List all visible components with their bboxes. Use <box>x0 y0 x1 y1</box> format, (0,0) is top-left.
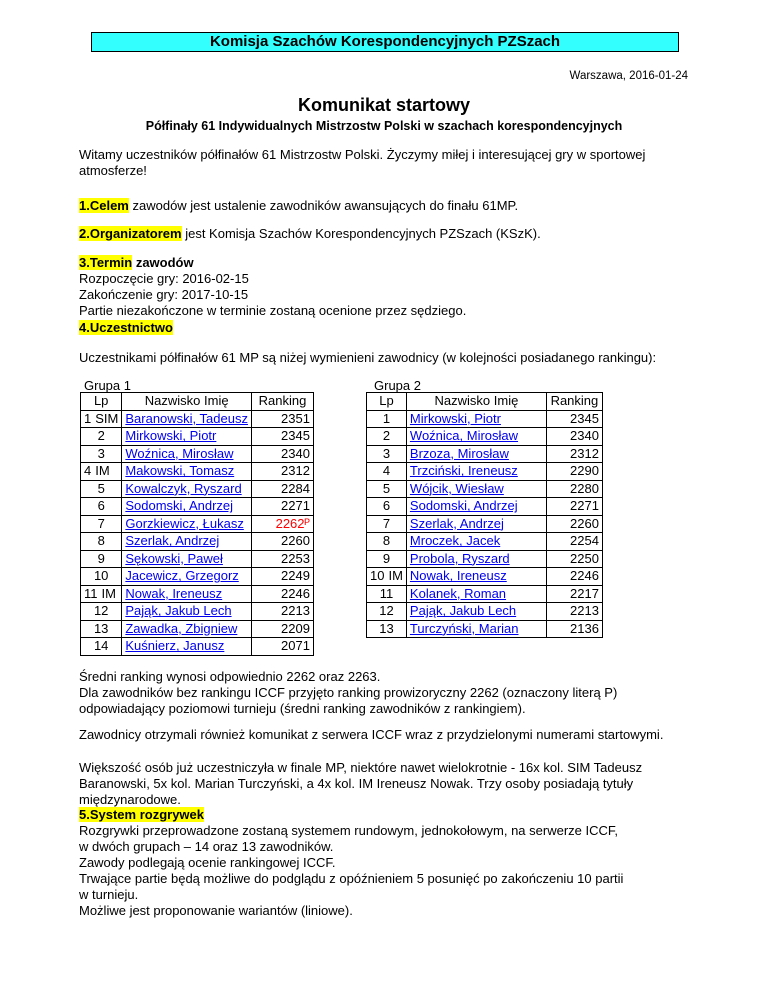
table-row <box>367 568 603 586</box>
table-row <box>81 638 314 656</box>
row-lp: 5 <box>382 480 391 496</box>
table-row <box>367 515 603 533</box>
row-lp-cell <box>81 620 122 638</box>
player-name-link[interactable]: Nowak, Ireneusz <box>406 568 546 586</box>
player-ranking: 2213 <box>251 603 313 621</box>
header-lp: Lp <box>81 393 122 411</box>
row-lp-cell <box>367 603 407 621</box>
table-row <box>367 498 603 516</box>
row-lp-cell <box>81 515 122 533</box>
row-lp-cell <box>81 463 122 481</box>
player-name-link[interactable]: Woźnica, Mirosław <box>406 428 546 446</box>
player-name-link[interactable]: Probola, Ryszard <box>406 550 546 568</box>
table-row <box>81 410 314 428</box>
row-lp-cell <box>367 410 407 428</box>
player-ranking: 2071 <box>251 638 313 656</box>
player-ranking: 2351 <box>251 410 313 428</box>
player-ranking: 2312 <box>546 445 602 463</box>
row-lp: 11 <box>84 585 98 601</box>
row-title: IM <box>101 585 116 601</box>
section-1-heading: 1.Celem <box>79 198 129 213</box>
row-lp: 11 <box>379 585 394 601</box>
section-1 <box>79 198 699 214</box>
player-ranking: 2271 <box>251 498 313 516</box>
section-4-heading-wrap <box>79 320 699 336</box>
intro-paragraph: Witamy uczestników półfinałów 61 Mistrzostw Polski. Życzymy miłej i interesującej gry w sportowej atmosferze! <box>79 147 646 178</box>
table-row <box>367 410 603 428</box>
table-row <box>367 428 603 446</box>
group-2-label: Grupa 2 <box>374 378 421 393</box>
row-lp: 8 <box>97 533 105 549</box>
player-name-link[interactable]: Pająk, Jakub Lech <box>122 603 252 621</box>
section-1-text: zawodów jest ustalenie zawodników awansujących do finału 61MP. <box>128 198 519 213</box>
row-lp: 13 <box>379 620 394 636</box>
table-row <box>367 480 603 498</box>
player-ranking: 2345 <box>546 410 602 428</box>
row-lp-cell <box>367 480 407 498</box>
row-lp-cell <box>367 533 407 551</box>
player-name-link[interactable]: Brzoza, Mirosław <box>406 445 546 463</box>
table-row <box>81 550 314 568</box>
row-title: SIM <box>95 410 119 426</box>
row-lp: 2 <box>382 428 391 444</box>
player-ranking: 2217 <box>546 585 602 603</box>
player-name-link[interactable]: Wójcik, Wiesław <box>406 480 546 498</box>
section-4-heading: 4.Uczestnictwo <box>79 320 173 335</box>
row-lp-cell <box>81 428 122 446</box>
player-ranking: 2290 <box>546 463 602 481</box>
row-lp-cell <box>367 428 407 446</box>
table-row <box>81 515 314 533</box>
table-row <box>81 620 314 638</box>
table-row <box>81 603 314 621</box>
row-title: IM <box>95 463 110 479</box>
row-title: IM <box>388 568 403 584</box>
header-name: Nazwisko Imię <box>406 393 546 411</box>
row-lp: 4 <box>84 463 92 479</box>
row-lp: 7 <box>382 515 391 531</box>
end-date: Zakończenie gry: 2017-10-15 <box>79 287 249 302</box>
row-lp-cell <box>367 550 407 568</box>
player-ranking: 2136 <box>546 620 602 638</box>
row-lp-cell <box>367 620 407 638</box>
player-name-link[interactable]: Nowak, Ireneusz <box>122 585 252 603</box>
row-lp: 12 <box>93 603 109 619</box>
server-note: Zawodnicy otrzymali również komunikat z serwera ICCF wraz z przydzielonymi numerami startowymi. <box>79 727 664 742</box>
row-lp-cell <box>367 445 407 463</box>
player-ranking: 2284 <box>251 480 313 498</box>
row-lp: 9 <box>382 550 391 566</box>
row-lp-cell <box>367 498 407 516</box>
row-lp: 14 <box>93 638 109 654</box>
system-line-4: Trwające partie będą możliwe do podglądu z opóźnieniem 5 posunięć po zakończeniu 10 partii <box>79 871 624 886</box>
player-name-link[interactable]: Makowski, Tomasz <box>122 463 252 481</box>
row-lp: 12 <box>379 603 394 619</box>
player-name-link[interactable]: Sodomski, Andrzej <box>406 498 546 516</box>
header-ranking: Ranking <box>251 393 313 411</box>
player-ranking: 2250 <box>546 550 602 568</box>
row-lp-cell <box>81 638 122 656</box>
player-name-link[interactable]: Szerlak, Andrzej <box>122 533 252 551</box>
player-ranking: 2260 <box>546 515 602 533</box>
player-ranking: 2345 <box>251 428 313 446</box>
header-ranking: Ranking <box>546 393 602 411</box>
player-ranking: 2246 <box>546 568 602 586</box>
header-lp: Lp <box>367 393 407 411</box>
row-lp: 7 <box>97 515 105 531</box>
system-line-2: w dwóch grupach – 14 oraz 13 zawodników. <box>79 839 334 854</box>
document-subtitle: Półfinały 61 Indywidualnych Mistrzostw Polski w szachach korespondencyjnych <box>145 119 623 133</box>
player-name-link[interactable]: Kowalczyk, Ryszard <box>122 480 252 498</box>
player-name-link[interactable]: Szerlak, Andrzej <box>406 515 546 533</box>
table-row <box>367 603 603 621</box>
average-ranking: Średni ranking wynosi odpowiednio 2262 oraz 2263. <box>79 669 381 684</box>
row-lp: 4 <box>382 463 391 479</box>
section-2 <box>79 226 699 242</box>
player-name-link[interactable]: Zawadka, Zbigniew <box>122 620 252 638</box>
table-row <box>81 533 314 551</box>
player-name-link[interactable]: Mirkowski, Piotr <box>406 410 546 428</box>
row-lp: 10 <box>93 568 109 584</box>
section-3-heading-rest: zawodów <box>132 255 194 270</box>
player-name-link[interactable]: Pająk, Jakub Lech <box>406 603 546 621</box>
section-3-heading: 3.Termin <box>79 255 133 270</box>
row-lp: 13 <box>93 620 109 636</box>
row-lp: 1 <box>84 410 92 426</box>
row-lp-cell <box>367 568 407 586</box>
player-name-link[interactable]: Sękowski, Paweł <box>122 550 252 568</box>
player-name-link[interactable]: Woźnica, Mirosław <box>122 445 252 463</box>
row-lp: 2 <box>97 428 105 444</box>
player-ranking: 2260 <box>251 533 313 551</box>
document-title: Komunikat startowy <box>297 95 471 115</box>
player-name-link[interactable]: Baranowski, Tadeusz <box>122 410 252 428</box>
table-row <box>367 550 603 568</box>
player-name-link[interactable]: Jacewicz, Grzegorz <box>122 568 252 586</box>
row-lp-cell <box>81 585 122 603</box>
row-lp-cell <box>367 463 407 481</box>
section-4-text: Uczestnikami półfinałów 61 MP są niżej wymienieni zawodnicy (w kolejności posiadanego rankingu): <box>79 350 657 365</box>
player-ranking: 2209 <box>251 620 313 638</box>
provisional-ranking-note: Dla zawodników bez rankingu ICCF przyjęto ranking prowizoryczny 2262 (oznaczony literą P) odpowiadający poziomowi turnieju (średni ranking zawodników z rankingiem). <box>79 685 618 716</box>
player-name-link[interactable]: Kolanek, Roman <box>406 585 546 603</box>
row-lp: 3 <box>97 445 105 461</box>
system-line-5: w turnieju. <box>79 887 139 902</box>
group-2-table <box>366 392 603 638</box>
player-ranking: 2249 <box>251 568 313 586</box>
table-row <box>367 445 603 463</box>
row-lp: 6 <box>97 498 105 514</box>
section-5 <box>79 807 699 919</box>
row-lp-cell <box>81 550 122 568</box>
row-lp: 1 <box>382 410 391 426</box>
player-ranking: 2253 <box>251 550 313 568</box>
row-lp-cell <box>81 480 122 498</box>
table-row <box>367 463 603 481</box>
table-row <box>81 480 314 498</box>
row-lp: 6 <box>382 498 391 514</box>
table-header-row <box>81 393 314 411</box>
system-line-3: Zawody podlegają ocenie rankingowej ICCF. <box>79 855 336 870</box>
player-name-link[interactable]: Sodomski, Andrzej <box>122 498 252 516</box>
player-name-link[interactable]: Turczyński, Marian <box>406 620 546 638</box>
row-lp-cell <box>81 603 122 621</box>
player-ranking: 2271 <box>546 498 602 516</box>
player-ranking: 2262ᴾ <box>251 515 313 533</box>
player-ranking: 2254 <box>546 533 602 551</box>
player-name-link[interactable]: Trzciński, Ireneusz <box>406 463 546 481</box>
row-lp-cell <box>81 410 122 428</box>
unfinished-note: Partie niezakończone w terminie zostaną ocenione przez sędziego. <box>79 303 467 318</box>
table-row <box>81 428 314 446</box>
group-1-label: Grupa 1 <box>84 378 131 393</box>
player-ranking: 2340 <box>251 445 313 463</box>
table-row <box>367 533 603 551</box>
player-ranking: 2280 <box>546 480 602 498</box>
row-lp-cell <box>81 498 122 516</box>
table-row <box>81 498 314 516</box>
player-ranking: 2340 <box>546 428 602 446</box>
table-row <box>81 463 314 481</box>
table-row <box>81 568 314 586</box>
system-line-6: Możliwe jest proponowanie wariantów (liniowe). <box>79 903 353 918</box>
row-lp: 8 <box>382 533 391 549</box>
player-ranking: 2312 <box>251 463 313 481</box>
section-2-text: jest Komisja Szachów Korespondencyjnych PZSzach (KSzK). <box>181 226 541 241</box>
row-lp-cell <box>367 515 407 533</box>
player-ranking: 2246 <box>251 585 313 603</box>
start-date: Rozpoczęcie gry: 2016-02-15 <box>79 271 249 286</box>
row-lp-cell <box>81 533 122 551</box>
player-name-link[interactable]: Mirkowski, Piotr <box>122 428 252 446</box>
row-lp: 10 <box>370 568 385 584</box>
header-banner: Komisja Szachów Korespondencyjnych PZSzach <box>91 32 679 52</box>
group-1-table <box>80 392 314 656</box>
section-5-heading: 5.System rozgrywek <box>79 807 205 822</box>
player-name-link[interactable]: Mroczek, Jacek <box>406 533 546 551</box>
table-header-row <box>367 393 603 411</box>
table-row <box>81 445 314 463</box>
table-row <box>367 585 603 603</box>
table-row <box>81 585 314 603</box>
row-lp: 5 <box>97 480 105 496</box>
row-lp: 3 <box>382 445 391 461</box>
section-2-heading: 2.Organizatorem <box>79 226 182 241</box>
table-row <box>367 620 603 638</box>
section-3 <box>79 255 699 319</box>
row-lp-cell <box>81 568 122 586</box>
notes-average <box>79 669 699 717</box>
row-lp: 9 <box>97 550 105 566</box>
system-line-1: Rozgrywki przeprowadzone zostaną systemem rundowym, jednokołowym, na serwerze ICCF, <box>79 823 618 838</box>
player-name-link[interactable]: Gorzkiewicz, Łukasz <box>122 515 252 533</box>
experience-note: Większość osób już uczestniczyła w finale MP, niektóre nawet wielokrotnie - 16x kol. SIM Tadeusz Baranowski, 5x kol. Marian Turczyński, a 4x kol. IM Ireneusz Nowak. Trzy osoby posiadają tytuły międzynarodowe. <box>79 760 643 807</box>
header-name: Nazwisko Imię <box>122 393 252 411</box>
document-date: Warszawa, 2016-01-24 <box>569 70 688 82</box>
player-name-link[interactable]: Kuśnierz, Janusz <box>122 638 252 656</box>
player-ranking: 2213 <box>546 603 602 621</box>
row-lp-cell <box>81 445 122 463</box>
row-lp-cell <box>367 585 407 603</box>
